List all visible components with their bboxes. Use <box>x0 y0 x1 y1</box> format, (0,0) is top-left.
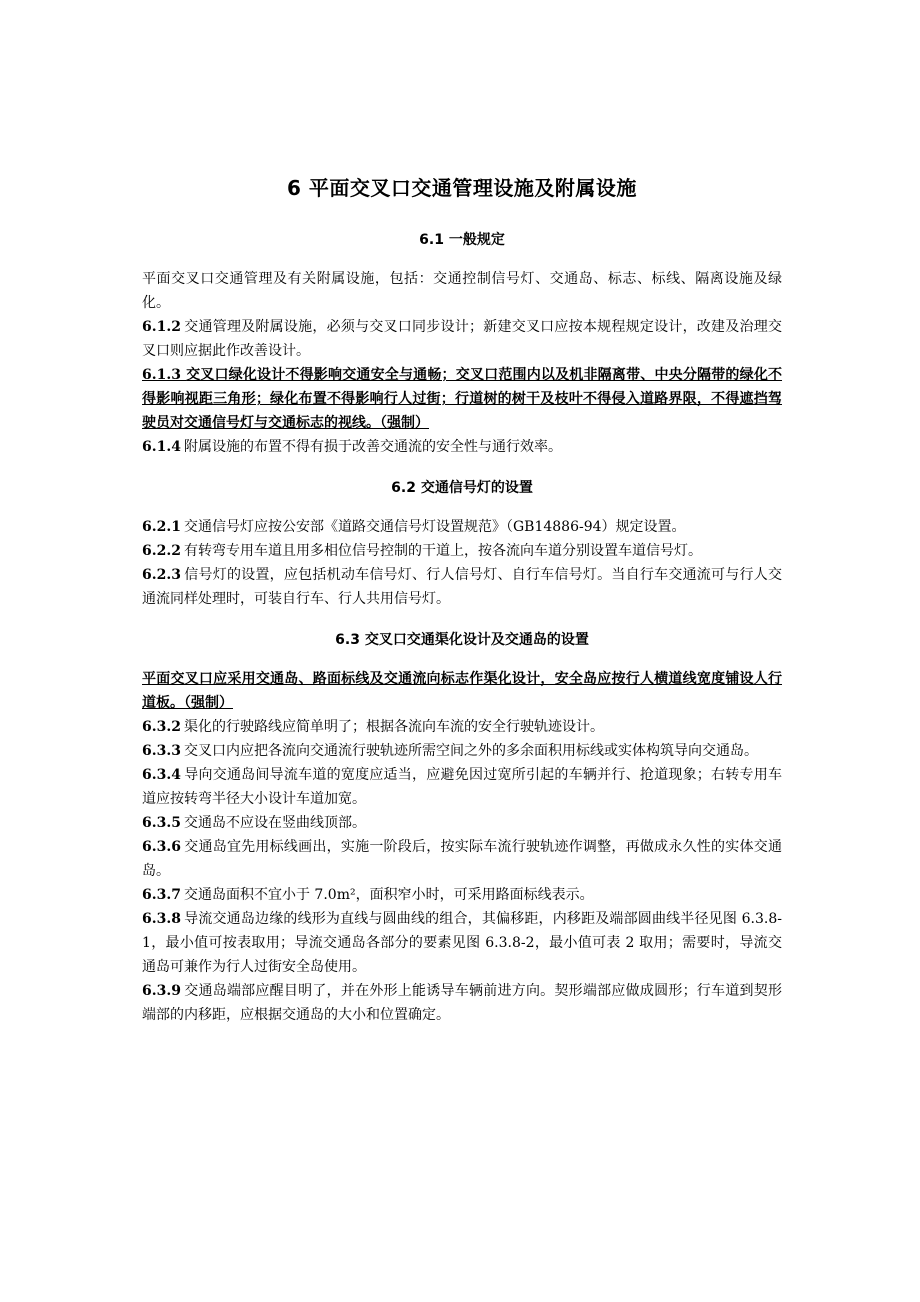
clause-number: 6.3.8 <box>142 911 181 927</box>
clause-number: 6.3.5 <box>142 815 181 831</box>
paragraph-6-1-2 <box>142 315 782 363</box>
paragraph-text: 附属设施的布置不得有损于改善交通流的安全性与通行效率。 <box>183 439 562 455</box>
paragraph-6-1-3 <box>142 363 782 435</box>
clause-number: 6.2.3 <box>142 567 181 583</box>
section-title-6-3: 6.3 交叉口交通渠化设计及交通岛的设置 <box>335 632 589 648</box>
paragraph-text: 交叉口绿化设计不得影响交通安全与通畅；交叉口范围内以及机非隔离带、中央分隔带的绿化不得影响视距三角形；绿化布置不得影响行人过街；行道树的树干及枝叶不得侵入道路界限，不得遮挡驾驶员对交通信号灯与交通标志的视线。（强制） <box>142 367 783 431</box>
paragraph-text: 平面交叉口应采用交通岛、路面标线及交通流向标志作渠化设计，安全岛应按行人横道线宽度铺设人行道板。（强制） <box>142 671 782 711</box>
paragraph-text: 交通岛宜先用标线画出，实施一阶段后，按实际车流行驶轨迹作调整，再做成永久性的实体交通岛。 <box>142 839 782 879</box>
paragraph-text: 信号灯的设置，应包括机动车信号灯、行人信号灯、自行车信号灯。当自行车交通流可与行人交通流同样处理时，可装自行车、行人共用信号灯。 <box>142 567 782 607</box>
paragraph-text: 导流交通岛边缘的线形为直线与圆曲线的组合，其偏移距，内移距及端部圆曲线半径见图 6.3.8-1，最小值可按表取用；导流交通岛各部分的要素见图 6.3.8-2，最小值可表 2 取用；需要时，导流交通岛可兼作为行人过街安全岛使用。 <box>142 911 782 975</box>
clause-number: 6.3.9 <box>142 983 181 999</box>
paragraph-6-3-1 <box>142 667 782 715</box>
paragraph-6-2-2 <box>142 539 782 563</box>
paragraph-text: 交通管理及附属设施，必须与交叉口同步设计；新建交叉口应按本规程规定设计，改建及治理交叉口则应据此作改善设计。 <box>142 319 782 359</box>
clause-number: 6.3.2 <box>142 719 181 735</box>
spacer <box>142 459 782 477</box>
clause-number: 6.1.3 <box>142 367 181 383</box>
paragraph-6-3-7 <box>142 883 782 907</box>
paragraph-6-1-1 <box>142 267 782 315</box>
clause-number: 6.3.7 <box>142 887 181 903</box>
paragraph-6-3-6 <box>142 835 782 883</box>
paragraph-text: 交通岛不应设在竖曲线顶部。 <box>183 815 366 831</box>
clause-number: 6.3.4 <box>142 767 181 783</box>
paragraph-text: 交通岛端部应醒目明了，并在外形上能诱导车辆前进方向。契形端部应做成圆形；行车道到契形端部的内移距，应根据交通岛的大小和位置确定。 <box>142 983 782 1023</box>
paragraph-6-2-1 <box>142 515 782 539</box>
paragraph-6-3-4 <box>142 763 782 811</box>
spacer <box>142 611 782 629</box>
paragraph-text: 平面交叉口交通管理及有关附属设施，包括：交通控制信号灯、交通岛、标志、标线、隔离设施及绿化。 <box>142 271 782 311</box>
chapter-title: 6 平面交叉口交通管理设施及附属设施 <box>287 176 637 200</box>
paragraph-6-3-9 <box>142 979 782 1027</box>
section-title-6-1: 6.1 一般规定 <box>419 232 505 248</box>
paragraph-text: 交叉口内应把各流向交通流行驶轨迹所需空间之外的多余面积用标线或实体构筑导向交通岛。 <box>183 743 758 759</box>
paragraph-6-3-2 <box>142 715 782 739</box>
paragraph-6-1-4 <box>142 435 782 459</box>
paragraph-6-2-3 <box>142 563 782 611</box>
paragraph-text: 交通信号灯应按公安部《道路交通信号灯设置规范》（GB14886-94）规定设置。 <box>183 519 686 535</box>
section-title-6-2: 6.2 交通信号灯的设置 <box>391 480 533 496</box>
paragraph-text: 渠化的行驶路线应简单明了；根据各流向车流的安全行驶轨迹设计。 <box>183 719 604 735</box>
clause-number: 6.3.6 <box>142 839 181 855</box>
clause-number: 6.2.1 <box>142 519 181 535</box>
paragraph-6-3-5 <box>142 811 782 835</box>
clause-number: 6.1.2 <box>142 319 181 335</box>
paragraph-text: 有转弯专用车道且用多相位信号控制的干道上，按各流向车道分别设置车道信号灯。 <box>183 543 702 559</box>
clause-number: 6.1.4 <box>142 439 181 455</box>
paragraph-6-3-8 <box>142 907 782 979</box>
clause-number: 6.3.3 <box>142 743 181 759</box>
clause-number: 6.2.2 <box>142 543 181 559</box>
paragraph-text: 导向交通岛间导流车道的宽度应适当，应避免因过宽所引起的车辆并行、抢道现象；右转专用车道应按转弯半径大小设计车道加宽。 <box>142 767 782 807</box>
document-page <box>142 172 782 1027</box>
paragraph-6-3-3 <box>142 739 782 763</box>
paragraph-text: 交通岛面积不宜小于 7.0m²，面积窄小时，可采用路面标线表示。 <box>183 887 594 903</box>
